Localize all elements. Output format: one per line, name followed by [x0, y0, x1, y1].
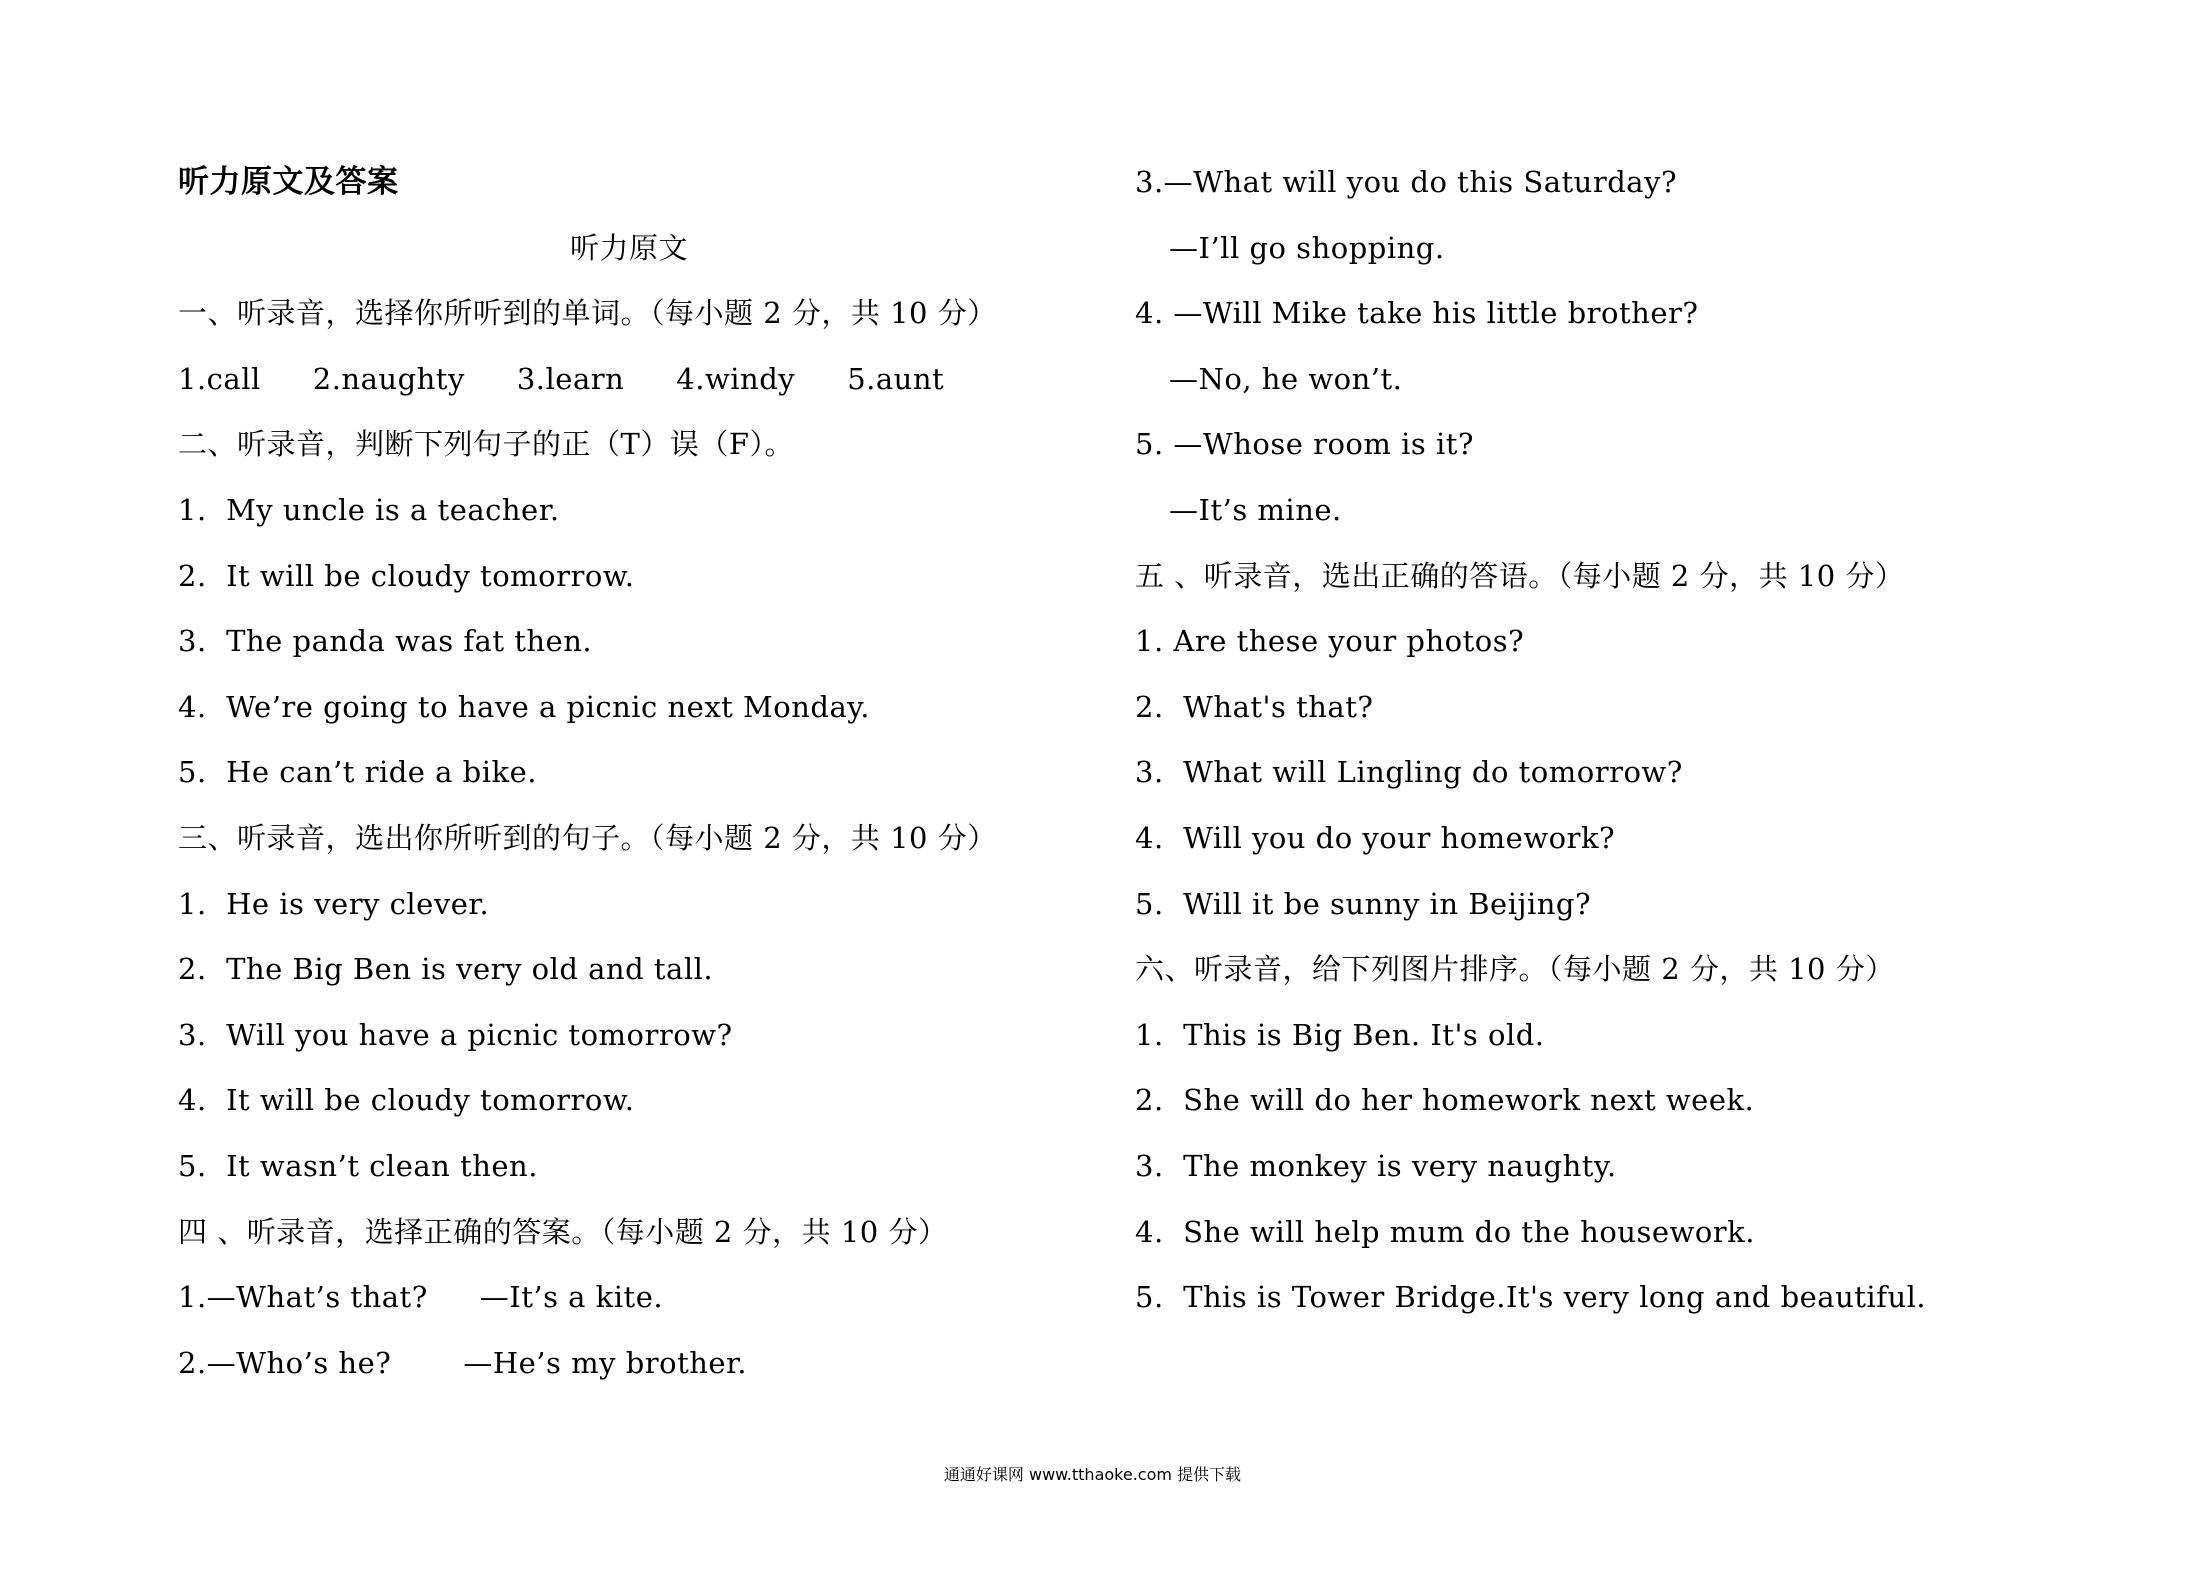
list-item: 4. She will help mum do the housework. [1135, 1214, 1755, 1249]
dialogue-question: 2.—Who’s he? [178, 1345, 392, 1380]
word-item: 3.learn [516, 361, 625, 396]
list-item: 1. My uncle is a teacher. [178, 492, 560, 527]
footer-watermark: 通通好课网 www.tthaoke.com 提供下载 [943, 1465, 1242, 1484]
dialogue-answer: —I’ll go shopping. [1169, 230, 1445, 265]
list-item: 5. He can’t ride a bike. [178, 755, 537, 790]
list-item: 1. He is very clever. [178, 886, 490, 921]
list-item: 5. Will it be sunny in Beijing? [1135, 886, 1592, 921]
dialogue-question: 1.—What’s that? [178, 1280, 428, 1315]
dialogue-item [178, 1275, 1108, 1341]
list-item: 4. We’re going to have a picnic next Monday. [178, 689, 870, 724]
dialogue-answer: —It’s a kite. [479, 1280, 664, 1315]
document-title: 听力原文及答案 [178, 164, 399, 200]
word-item: 1.call [178, 361, 261, 396]
list-item: 5. It wasn’t clean then. [178, 1148, 538, 1183]
list-item: 2. What's that? [1135, 689, 1374, 724]
dialogue-question: 3.—What will you do this Saturday? [1135, 165, 1678, 199]
section-4-heading: 四 、听录音，选择正确的答案。（每小题 2 分，共 10 分） [178, 1214, 948, 1249]
dialogue-question: 4. —Will Mike take his little brother? [1135, 296, 1699, 331]
list-item: 3. Will you have a picnic tomorrow? [178, 1017, 733, 1052]
list-item: 4. It will be cloudy tomorrow. [178, 1083, 635, 1118]
dialogue-answer: —He’s my brother. [463, 1345, 747, 1380]
section-3-heading: 三、听录音，选出你所听到的句子。（每小题 2 分，共 10 分） [178, 820, 997, 855]
dialogue-question: 5. —Whose room is it? [1135, 427, 1474, 462]
section-5-heading: 五 、听录音，选出正确的答语。（每小题 2 分，共 10 分） [1135, 558, 1905, 593]
list-item: 5. This is Tower Bridge.It's very long and beautiful. [1135, 1280, 1927, 1315]
word-list [178, 357, 1108, 423]
list-item: 3. What will Lingling do tomorrow? [1135, 755, 1683, 790]
section-subtitle: 听力原文 [570, 230, 689, 265]
list-item: 2. She will do her homework next week. [1135, 1083, 1755, 1118]
list-item: 1. This is Big Ben. It's old. [1135, 1017, 1545, 1052]
list-item: 1. Are these your photos? [1135, 624, 1525, 659]
dialogue-item [178, 1341, 1108, 1407]
list-item: 3. The panda was fat then. [178, 624, 593, 659]
list-item: 4. Will you do your homework? [1135, 820, 1616, 855]
section-6-heading: 六、听录音，给下列图片排序。（每小题 2 分，共 10 分） [1135, 952, 1895, 987]
word-item: 2.naughty [312, 361, 465, 396]
word-item: 4.windy [676, 361, 796, 396]
left-column [178, 160, 1108, 1406]
section-2-heading: 二、听录音，判断下列句子的正（T）误（F）。 [178, 427, 794, 462]
list-item: 2. The Big Ben is very old and tall. [178, 952, 714, 987]
dialogue-answer: —No, he won’t. [1169, 361, 1403, 396]
list-item: 3. The monkey is very naughty. [1135, 1148, 1617, 1183]
dialogue-answer: —It’s mine. [1169, 492, 1342, 527]
list-item: 2. It will be cloudy tomorrow. [178, 558, 635, 593]
section-1-heading: 一、听录音，选择你所听到的单词。（每小题 2 分，共 10 分） [178, 296, 997, 331]
word-item: 5.aunt [847, 361, 945, 396]
right-column [1135, 160, 2145, 1341]
